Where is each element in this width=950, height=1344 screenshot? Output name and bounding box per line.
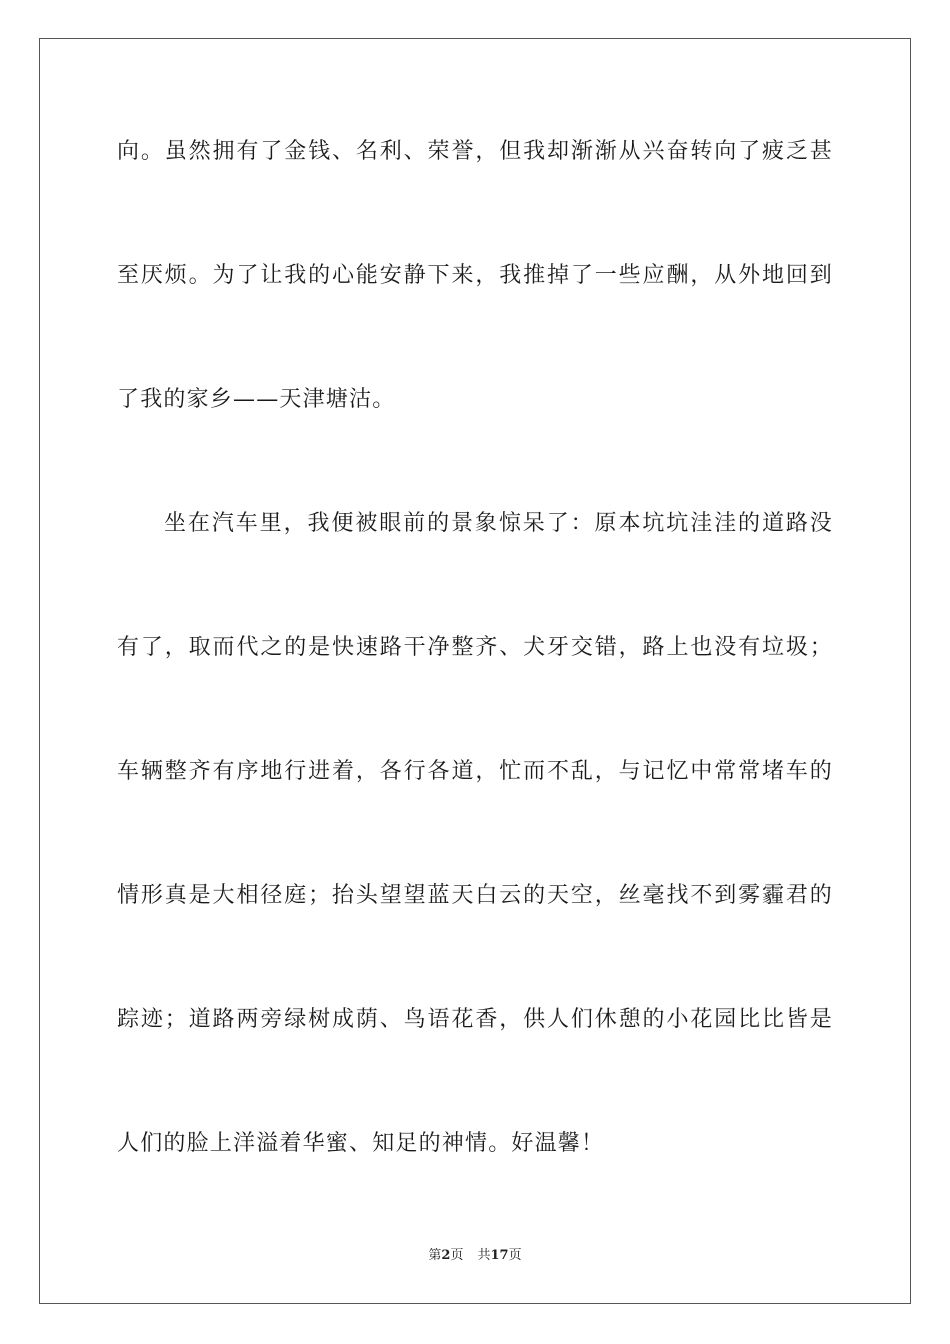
text-line-6: 车辆整齐有序地行进着，各行各道，忙而不乱，与记忆中常常堵车的 <box>117 759 833 784</box>
page-prefix: 第 <box>428 1248 442 1263</box>
page-suffix: 页 <box>450 1248 464 1263</box>
text-line-1: 向。虽然拥有了金钱、名利、荣誉，但我却渐渐从兴奋转向了疲乏甚 <box>117 139 833 164</box>
total-suffix: 页 <box>508 1248 522 1263</box>
text-line-5: 有了，取而代之的是快速路干净整齐、犬牙交错，路上也没有垃圾； <box>117 635 833 660</box>
page-border <box>39 38 911 1304</box>
total-pages: 17 <box>490 1248 509 1263</box>
text-line-9: 人们的脸上洋溢着华蜜、知足的神情。好温馨！ <box>117 1131 605 1156</box>
page-footer <box>0 1247 950 1265</box>
text-line-7: 情形真是大相径庭；抬头望望蓝天白云的天空，丝毫找不到雾霾君的 <box>117 883 833 908</box>
page-number: 2 <box>441 1248 451 1263</box>
total-prefix: 共 <box>477 1248 491 1263</box>
text-line-2: 至厌烦。为了让我的心能安静下来，我推掉了一些应酬，从外地回到 <box>117 263 833 288</box>
text-line-8: 踪迹；道路两旁绿树成荫、鸟语花香，供人们休憩的小花园比比皆是 <box>117 1007 833 1032</box>
text-line-4: 坐在汽车里，我便被眼前的景象惊呆了：原本坑坑洼洼的道路没 <box>164 511 833 536</box>
text-line-3: 了我的家乡——天津塘沽。 <box>117 387 396 412</box>
